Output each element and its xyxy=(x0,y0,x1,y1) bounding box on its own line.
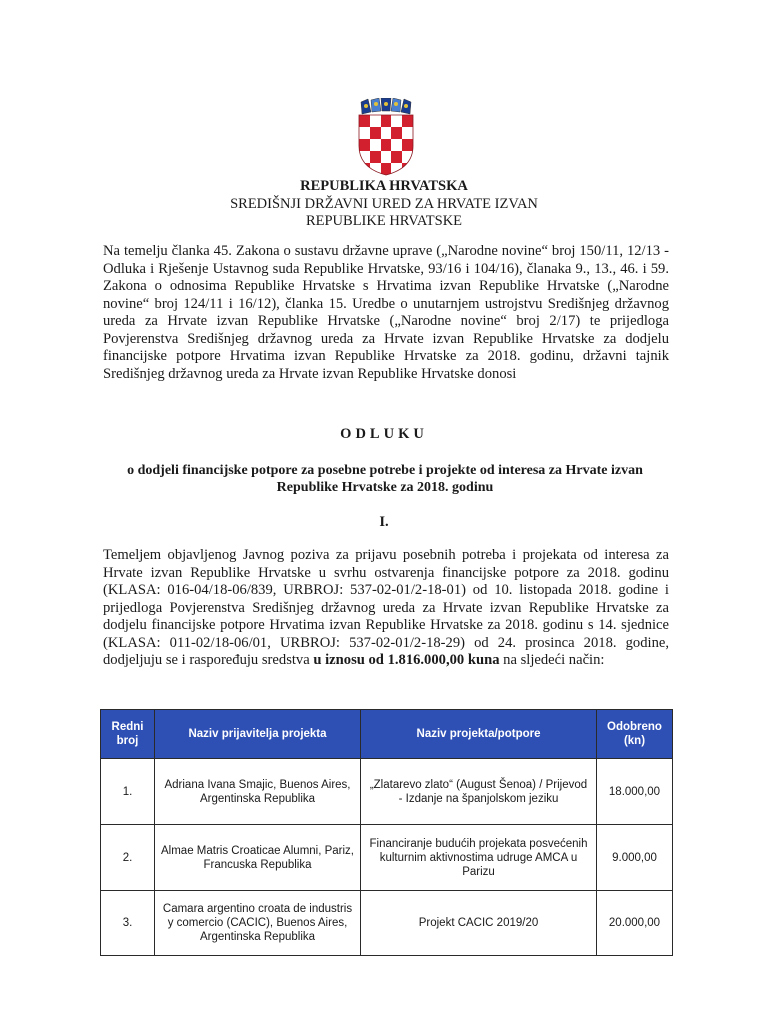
croatian-coat-of-arms-icon xyxy=(355,98,417,176)
header-office-line1: SREDIŠNJI DRŽAVNI URED ZA HRVATE IZVAN xyxy=(230,196,538,212)
section-amount: u iznosu od 1.816.000,00 kuna xyxy=(313,652,500,668)
column-header-applicant: Naziv prijavitelja projekta xyxy=(155,710,361,759)
column-header-amount: Odobreno (kn) xyxy=(597,710,673,759)
decision-subtitle: o dodjeli financijske potpore za posebne potrebe i projekte od interesa za Hrvate izvan Republike Hrvatske za 2018. godinu xyxy=(127,463,643,495)
row-amount: 18.000,00 xyxy=(597,759,673,825)
row-applicant: Almae Matris Croaticae Alumni, Pariz, Francuska Republika xyxy=(155,825,361,891)
column-header-project: Naziv projekta/potpore xyxy=(361,710,597,759)
row-applicant: Adriana Ivana Smajic, Buenos Aires, Argentinska Republika xyxy=(155,759,361,825)
table-row xyxy=(101,825,673,891)
crown-icon xyxy=(361,98,411,114)
section-number: I. xyxy=(379,514,389,530)
row-number: 1. xyxy=(101,759,155,825)
row-project: Projekt CACIC 2019/20 xyxy=(361,891,597,956)
section-body: Temeljem objavljenog Javnog poziva za prijavu posebnih potreba i projekata od interesa za Hrvate izvan Republike Hrvatske u svrhu ostvarenja financijske potpore za 2018. godinu (KLASA: 016-04/18-06/839, URBROJ: 537-02-01/2-18-01) od 10. listopada 2018. godine i prijedloga Povjerenstva Središnjeg državnog ureda za Hrvate izvan Republike Hrvatske za dodjelu financijske potpore Hrvatima izvan Republike Hrvatske za 2018. godinu s 14. sjednice (KLASA: 011-02/18-06/01, URBROJ: 537-02-01/2-18-29) od 24. prosinca 2018. godine, dodjeljuju se i raspoređuju sredstva xyxy=(103,547,669,668)
row-project: „Zlatarevo zlato“ (August Šenoa) / Prijevod - Izdanje na španjolskom jeziku xyxy=(361,759,597,825)
table-row xyxy=(101,891,673,956)
table-row xyxy=(101,759,673,825)
section-tail: na sljedeći način: xyxy=(503,652,605,668)
checkerboard-shield-icon xyxy=(359,115,413,176)
column-header-no: Redni broj xyxy=(101,710,155,759)
intro-paragraph: Na temelju članka 45. Zakona o sustavu državne uprave („Narodne novine“ broj 150/11, 12/13 - Odluka i Rješenje Ustavnog suda Republike Hrvatske, 93/16 i 104/16), članaka 9., 13., 46. i 59. Zakona o odnosima Republike Hrvatske s Hrvatima izvan Republike Hrvatske („Narodne novine“ broj 124/11 i 16/12), članka 15. Uredbe o unutarnjem ustrojstvu Središnjeg državnog ureda za Hrvate izvan Republike Hrvatske („Narodne novine“ broj 2/17) te prijedloga Povjerenstva Središnjeg državnog ureda za Hrvate izvan Republike Hrvatske za dodjelu financijske potpore Hrvatima izvan Republike Hrvatske za 2018. godinu, državni tajnik Središnjeg državnog ureda za Hrvate izvan Republike Hrvatske donosi xyxy=(103,243,669,382)
row-number: 3. xyxy=(101,891,155,956)
header-country: REPUBLIKA HRVATSKA xyxy=(300,178,468,194)
grants-table xyxy=(100,709,673,956)
row-project: Financiranje budućih projekata posvećenih kulturnim aktivnostima udruge AMCA u Parizu xyxy=(361,825,597,891)
section-paragraph xyxy=(103,547,669,670)
header-office-line2: REPUBLIKE HRVATSKE xyxy=(305,213,463,229)
table-header-row xyxy=(101,710,673,759)
row-applicant: Camara argentino croata de industris y comercio (CACIC), Buenos Aires, Argentinska Republika xyxy=(155,891,361,956)
decision-title: ODLUKU xyxy=(340,426,428,442)
row-amount: 9.000,00 xyxy=(597,825,673,891)
row-number: 2. xyxy=(101,825,155,891)
row-amount: 20.000,00 xyxy=(597,891,673,956)
